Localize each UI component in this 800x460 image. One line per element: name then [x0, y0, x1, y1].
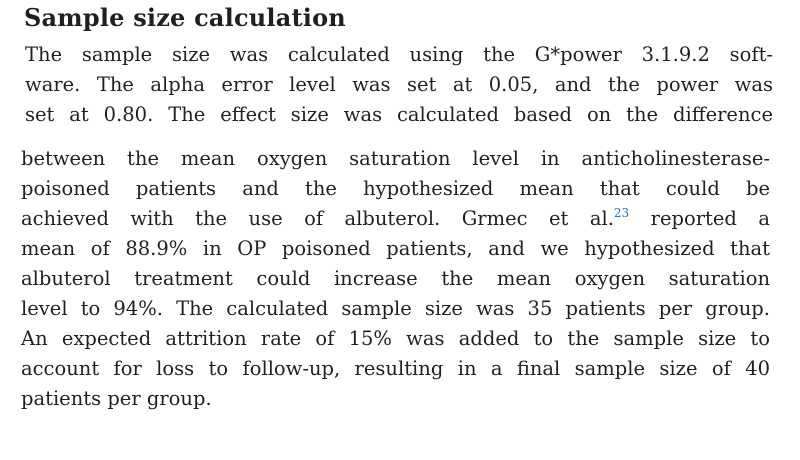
text-line: An expected attrition rate of 15% was added to the sample size to — [21, 327, 770, 350]
text-fragment: achieved with the use of albuterol. Grmec et al. — [21, 207, 614, 230]
text-line: ware. The alpha error level was set at 0.05, and the power was — [25, 73, 773, 96]
text-line: level to 94%. The calculated sample size was 35 patients per group. — [21, 297, 770, 320]
text-line: set at 0.80. The effect size was calculated based on the difference — [25, 103, 773, 126]
text-line: patients per group. — [21, 387, 212, 410]
section-heading: Sample size calculation — [24, 3, 346, 32]
text-line: albuterol treatment could increase the mean oxygen saturation — [21, 267, 770, 290]
paragraph-sample-size-part2 — [21, 144, 770, 414]
paragraph-sample-size-part1 — [25, 40, 773, 130]
text-line-with-citation — [21, 204, 770, 234]
text-line: poisoned patients and the hypothesized mean that could be — [21, 177, 770, 200]
citation-link[interactable]: 23 — [613, 206, 630, 220]
text-line: mean of 88.9% in OP poisoned patients, and we hypothesized that — [21, 237, 770, 260]
text-line: The sample size was calculated using the G*power 3.1.9.2 soft- — [25, 43, 773, 66]
text-line: between the mean oxygen saturation level in anticholinesterase- — [21, 147, 770, 170]
text-line: account for loss to follow-up, resulting in a final sample size of 40 — [21, 357, 770, 380]
text-fragment: reported a — [629, 207, 770, 230]
